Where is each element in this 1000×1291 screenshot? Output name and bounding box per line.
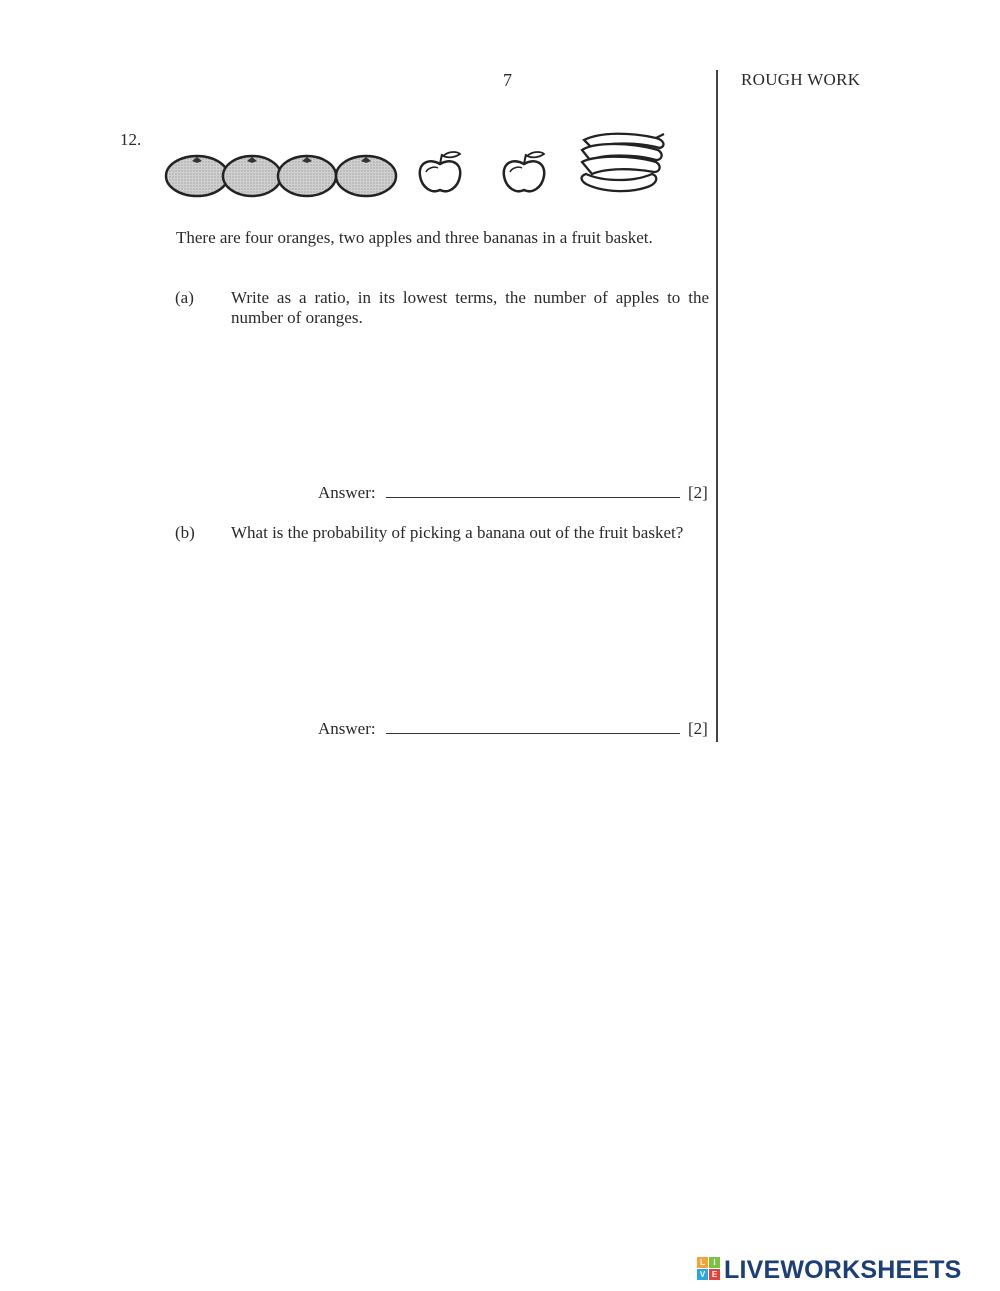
part-b-text: What is the probability of picking a banana out of the fruit basket? (231, 523, 684, 542)
badge-letter: L (697, 1257, 708, 1268)
part-b-answer-field[interactable] (386, 733, 680, 734)
part-b-label: (b) (175, 523, 195, 542)
logo-text: LIVEWORKSHEETS (724, 1256, 962, 1284)
page-number: 7 (503, 70, 512, 90)
rough-work-divider (716, 70, 718, 742)
part-a-label: (a) (175, 288, 194, 307)
part-a-text: Write as a ratio, in its lowest terms, the number of apples to the number of oranges. (231, 288, 709, 327)
badge-letter: E (709, 1269, 720, 1280)
apple-icon (420, 152, 460, 191)
rough-work-heading: ROUGH WORK (741, 70, 861, 89)
part-b-marks: [2] (688, 719, 708, 738)
orange-icon (278, 156, 336, 196)
fruit-illustration (160, 128, 670, 198)
orange-icon (166, 156, 228, 196)
orange-icon (336, 156, 396, 196)
orange-icon (223, 156, 281, 196)
banana-bunch-icon (582, 134, 665, 191)
question-intro: There are four oranges, two apples and three bananas in a fruit basket. (176, 228, 653, 247)
part-b-answer-label: Answer: (318, 719, 376, 738)
badge-letter: I (709, 1257, 720, 1268)
liveworksheets-logo (697, 1255, 995, 1287)
part-a-answer-field[interactable] (386, 497, 680, 498)
logo-badge-icon (697, 1257, 721, 1281)
part-a-answer-label: Answer: (318, 483, 376, 502)
question-number: 12. (120, 130, 142, 149)
part-a-marks: [2] (688, 483, 708, 502)
badge-letter: V (697, 1269, 708, 1280)
apple-icon (504, 152, 544, 191)
